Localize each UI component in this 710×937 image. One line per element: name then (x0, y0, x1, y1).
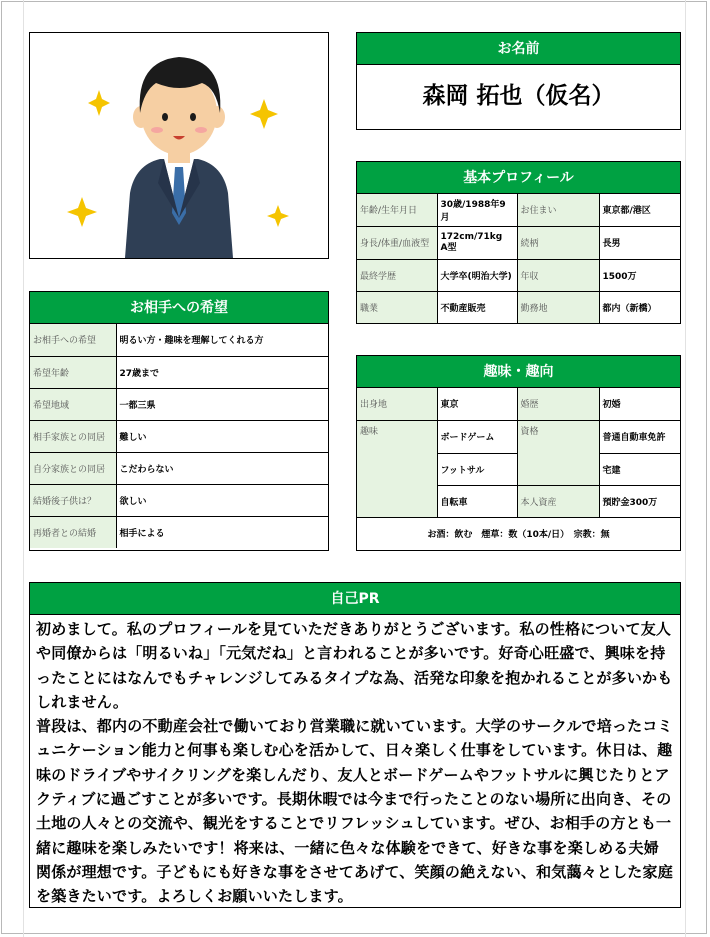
sparkle-icon (267, 205, 289, 227)
partner-wishes-table (30, 324, 328, 548)
hobby-value: フットサル (437, 453, 517, 485)
name-header: お名前 (357, 33, 680, 65)
occupation-label: 職業 (357, 291, 437, 323)
marriage-history-label: 婚歴 (517, 388, 599, 420)
basic-profile-header: 基本プロフィール (357, 162, 680, 194)
table-row (357, 226, 680, 259)
wish-value: 一都三県 (116, 388, 328, 420)
habits-footer: お酒：飲む 煙草：数（10本/日） 宗教：無 (357, 517, 680, 549)
sparkle-icon (250, 99, 278, 129)
hobbies-header: 趣味・趣向 (357, 356, 680, 388)
name-section (356, 32, 681, 130)
self-pr-text: 初めまして。私のプロフィールを見ていただきありがとうございます。私の性格について友人や同僚からは「明るいね」「元気だね」と言われることが多いです。好奇心旺盛で、興味を持ったことにはなんでもチャレンジしてみるタイプな為、活発な印象を抱かれることが多いかもしれません。 普段は、都内の不動産会社で働いており営業職に就いています。大学のサークルで培ったコミュニケーション能力と何事も楽しむ心を活かして、日々楽しく仕事をしています。休日は、趣味のドライブやサイクリングを楽しんだり、友人とボードゲームやフットサルに興じたりとアクティブに過ごすことが多いです。長期休暇では今まで行ったことのない場所に出向き、その土地の人々との交流や、観光をすることでリフレッシュしています。ぜひ、お相手の方とも一緒に趣味を楽しみたいです！将来は、一緒に色々な体験をできて、好きな事を楽しめる夫婦関係が理想です。子どもにも好きな事をさせてあげて、笑顔の絶えない、和気藹々とした家庭を築きたいです。よろしくお願いいたします。 (36, 620, 673, 906)
page-guide (685, 0, 686, 937)
wish-value: 27歳まで (116, 356, 328, 388)
self-pr-header: 自己PR (30, 583, 680, 615)
table-row (30, 324, 328, 356)
income-value: 1500万 (599, 259, 680, 291)
wish-value: 明るい方・趣味を理解してくれる方 (116, 324, 328, 356)
table-row (357, 388, 680, 420)
partner-wishes-section (29, 291, 329, 551)
wish-value: 欲しい (116, 484, 328, 516)
businessman-illustration (30, 33, 328, 258)
assets-value: 預貯金300万 (599, 485, 680, 517)
hobby-value: 自転車 (437, 485, 517, 517)
table-row (357, 291, 680, 323)
wish-value: 相手による (116, 516, 328, 548)
birthplace-label: 出身地 (357, 388, 437, 420)
self-pr-section (29, 582, 681, 908)
birthplace-value: 東京 (437, 388, 517, 420)
wish-label: 希望年齢 (30, 356, 116, 388)
wish-label: 相手家族との同居 (30, 420, 116, 452)
hobby-label: 趣味 (357, 420, 437, 517)
table-row (30, 516, 328, 548)
license-value: 普通自動車免許 (599, 420, 680, 453)
age-value: 30歳/1988年9月 (437, 194, 517, 226)
marriage-history-value: 初婚 (599, 388, 680, 420)
hobby-value: ボードゲーム (437, 420, 517, 453)
workplace-label: 勤務地 (517, 291, 599, 323)
education-value: 大学卒(明治大学) (437, 259, 517, 291)
wish-value: こだわらない (116, 452, 328, 484)
occupation-value: 不動産販売 (437, 291, 517, 323)
partner-wishes-header: お相手への希望 (30, 292, 328, 324)
table-row (30, 484, 328, 516)
table-row (30, 420, 328, 452)
wish-label: 再婚者との結婚 (30, 516, 116, 548)
license-label: 資格 (517, 420, 599, 485)
relation-value: 長男 (599, 226, 680, 259)
table-row (357, 420, 680, 453)
wish-label: 自分家族との同居 (30, 452, 116, 484)
table-row (357, 259, 680, 291)
residence-value: 東京都/港区 (599, 194, 680, 226)
wish-value: 難しい (116, 420, 328, 452)
wish-label: 結婚後子供は？ (30, 484, 116, 516)
education-label: 最終学歴 (357, 259, 437, 291)
income-label: 年収 (517, 259, 599, 291)
page-guide (23, 0, 24, 937)
sparkle-icon (67, 197, 97, 227)
relation-label: 続柄 (517, 226, 599, 259)
height-value: 172cm/71kg A型 (437, 226, 517, 259)
table-row (357, 517, 680, 549)
person-name: 森岡 拓也（仮名） (422, 83, 615, 109)
hobbies-table (357, 388, 680, 549)
license-value: 宅建 (599, 453, 680, 485)
profile-photo-frame (29, 32, 329, 259)
hobbies-section (356, 355, 681, 551)
assets-label: 本人資産 (517, 485, 599, 517)
table-row (30, 452, 328, 484)
basic-profile-table (357, 194, 680, 323)
table-row (30, 388, 328, 420)
wish-label: お相手への希望 (30, 324, 116, 356)
workplace-value: 都内（新橋） (599, 291, 680, 323)
height-label: 身長/体重/血液型 (357, 226, 437, 259)
table-row (357, 194, 680, 226)
age-label: 年齢/生年月日 (357, 194, 437, 226)
basic-profile-section (356, 161, 681, 324)
sparkle-icon (88, 90, 110, 116)
wish-label: 希望地域 (30, 388, 116, 420)
table-row (30, 356, 328, 388)
residence-label: お住まい (517, 194, 599, 226)
